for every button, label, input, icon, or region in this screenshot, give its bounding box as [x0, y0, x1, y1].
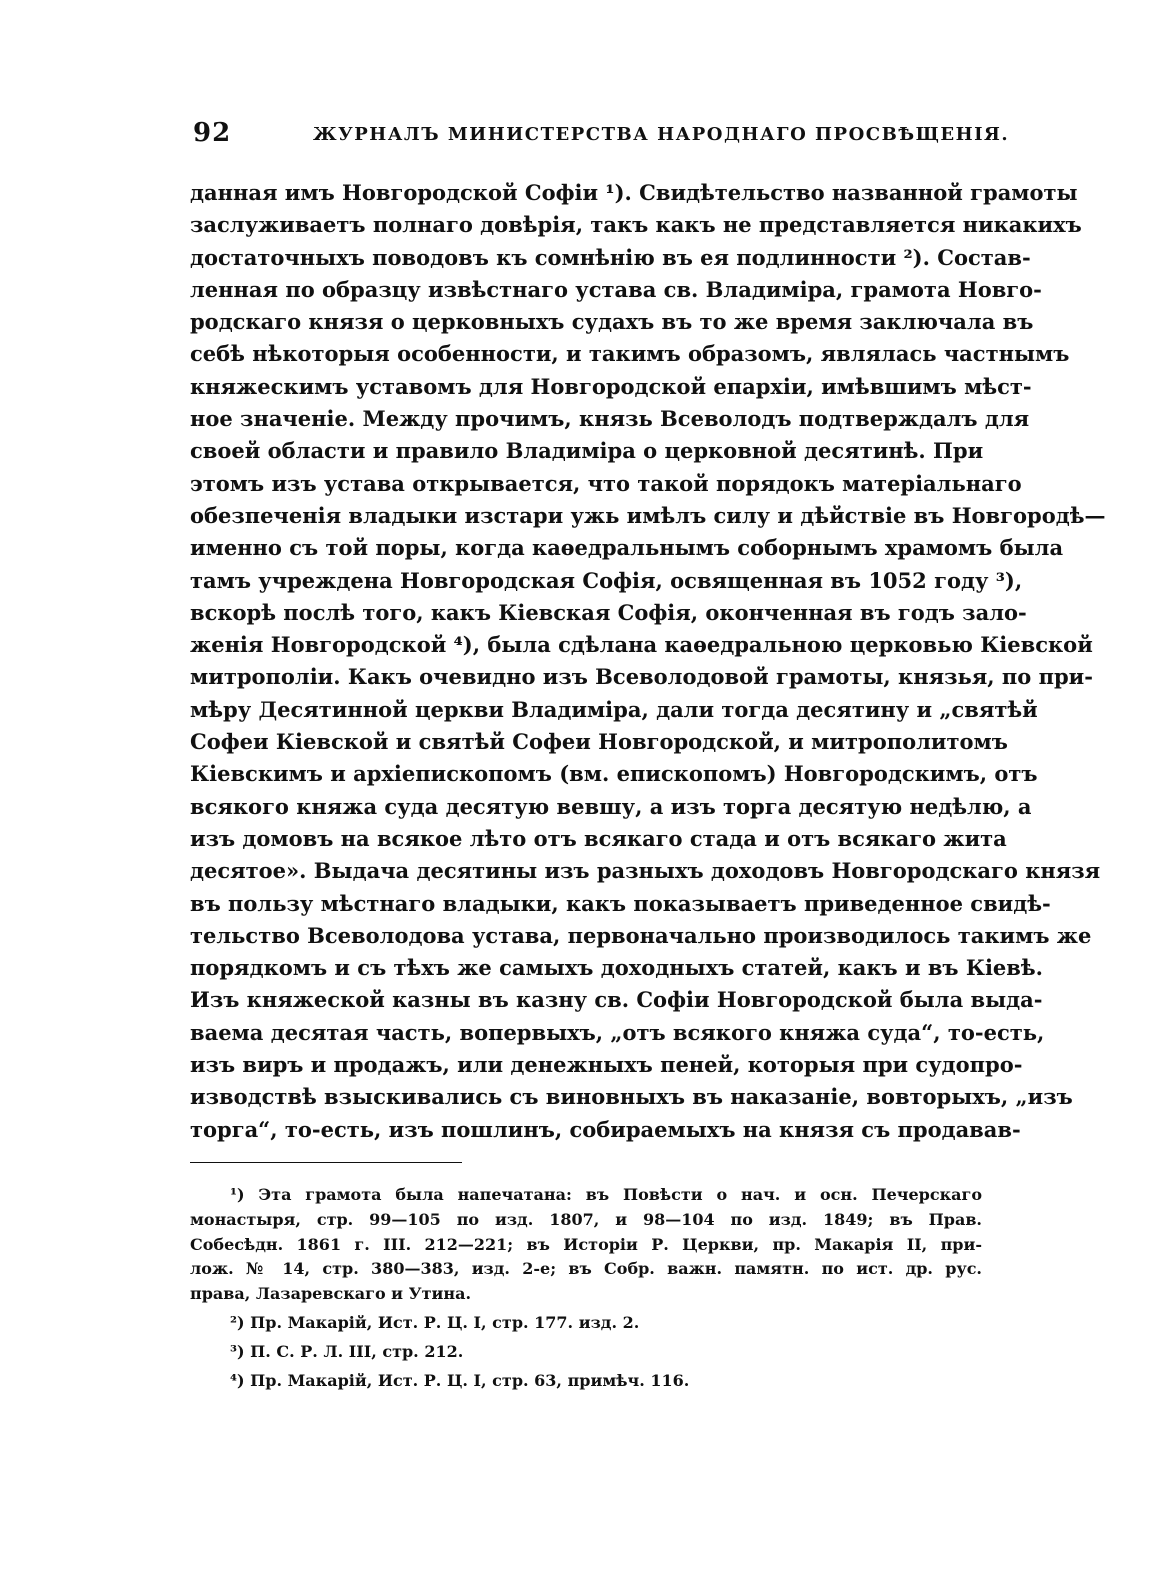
footnote-1-line: ¹) Эта грамота была напечатана: въ Повѣсти о нач. и осн. Печерскаго	[230, 1185, 982, 1204]
body-line: Изъ княжеской казны въ казну св. Софіи Новгородской была выда-	[190, 987, 1043, 1013]
body-line: себѣ нѣкоторыя особенности, и такимъ образомъ, являлась частнымъ	[190, 341, 1070, 367]
body-line: именно съ той поры, когда каѳедральнымъ соборнымъ храмомъ была	[190, 535, 1064, 561]
body-line: данная имъ Новгородской Софіи ¹). Свидѣтельство названной грамоты	[190, 180, 1078, 205]
body-line: въ пользу мѣстнаго владыки, какъ показываетъ приведенное свидѣ-	[190, 890, 1051, 916]
footnote-1-line: монастыря, стр. 99—105 по изд. 1807, и 98—104 по изд. 1849; въ Прав.	[190, 1209, 982, 1229]
footnotes	[190, 1183, 982, 1393]
body-line: тельство Всеволодова устава, первоначально производилось такимъ же	[190, 922, 1092, 948]
body-line: изъ домовъ на всякое лѣто отъ всякаго стада и отъ всякаго жита	[190, 825, 1007, 851]
body-line: мѣру Десятинной церкви Владиміра, дали тогда десятину и „святѣй	[190, 696, 1038, 722]
footnote-1-line: лож. № 14, стр. 380—383, изд. 2-е; въ Собр. важн. памятн. по ист. др. рус.	[190, 1259, 982, 1279]
footnote-3: ³) П. С. Р. Л. III, стр. 212.	[230, 1341, 464, 1361]
body-line: изъ виръ и продажъ, или денежныхъ пеней, которыя при судопро-	[190, 1052, 1023, 1078]
body-line: заслуживаетъ полнаго довѣрія, такъ какъ не представляется никакихъ	[190, 212, 1082, 238]
body-line: ное значеніе. Между прочимъ, князь Всеволодъ подтверждалъ для	[190, 406, 1030, 432]
body-line: своей области и правило Владиміра о церковной десятинѣ. При	[190, 438, 984, 464]
body-line: достаточныхъ поводовъ къ сомнѣнію въ ея подлинности ²). Состав-	[190, 244, 1031, 270]
body-line: родскаго князя о церковныхъ судахъ въ то же время заключала въ	[190, 309, 1034, 335]
body-line: княжескимъ уставомъ для Новгородской епархіи, имѣвшимъ мѣст-	[190, 373, 1032, 399]
body-line: ваема десятая часть, вопервыхъ, „отъ всякого княжа суда“, то-есть,	[190, 1019, 1045, 1045]
body-text	[190, 177, 1106, 1146]
footnote-2: ²) Пр. Макарій, Ист. Р. Ц. I, стр. 177. изд. 2.	[230, 1312, 640, 1332]
body-line: торга“, то-есть, изъ пошлинъ, собираемыхъ на князя съ продавав-	[190, 1116, 1021, 1142]
body-line: ленная по образцу извѣстнаго устава св. Владиміра, грамота Новго-	[190, 276, 1042, 302]
footnote-1-line: Собесѣдн. 1861 г. III. 212—221; въ Исторіи Р. Церкви, пр. Макарія II, при-	[190, 1234, 982, 1254]
footnote-1-line: права, Лазаревскаго и Утина.	[190, 1284, 472, 1304]
body-line: митрополіи. Какъ очевидно изъ Всеволодовой грамоты, князья, по при-	[190, 664, 1093, 690]
running-header: ЖУРНАЛЪ МИНИСТЕРСТВА НАРОДНАГО ПРОСВѢЩЕНІЯ.	[313, 124, 1010, 145]
body-line: вскорѣ послѣ того, какъ Кіевская Софія, оконченная въ годъ зало-	[190, 599, 1027, 625]
footnote-4: ⁴) Пр. Макарій, Ист. Р. Ц. I, стр. 63, примѣч. 116.	[230, 1370, 690, 1390]
body-line: обезпеченія владыки изстари ужь имѣлъ силу и дѣйствіе въ Новгородѣ—	[190, 502, 1106, 528]
body-line: Кіевскимъ и архіепископомъ (вм. епископомъ) Новгородскимъ, отъ	[190, 761, 1038, 787]
footnote-rule	[190, 1162, 462, 1163]
body-line: порядкомъ и съ тѣхъ же самыхъ доходныхъ статей, какъ и въ Кіевѣ.	[190, 955, 1043, 981]
body-line: десятое». Выдача десятины изъ разныхъ доходовъ Новгородскаго князя	[190, 858, 1101, 884]
page-number: 92	[193, 118, 232, 148]
body-line: тамъ учреждена Новгородская Софія, освященная въ 1052 году ³),	[190, 567, 1023, 593]
body-line: женія Новгородской ⁴), была сдѣлана каѳедральною церковью Кіевской	[190, 632, 1093, 658]
body-line: всякого княжа суда десятую вевшу, а изъ торга десятую недѣлю, а	[190, 793, 1032, 819]
body-line: этомъ изъ устава открывается, что такой порядокъ матеріальнаго	[190, 470, 1022, 496]
body-line: изводствѣ взыскивались съ виновныхъ въ наказаніе, вовторыхъ, „изъ	[190, 1084, 1073, 1110]
body-line: Софеи Кіевской и святѣй Софеи Новгородской, и митрополитомъ	[190, 729, 1008, 755]
